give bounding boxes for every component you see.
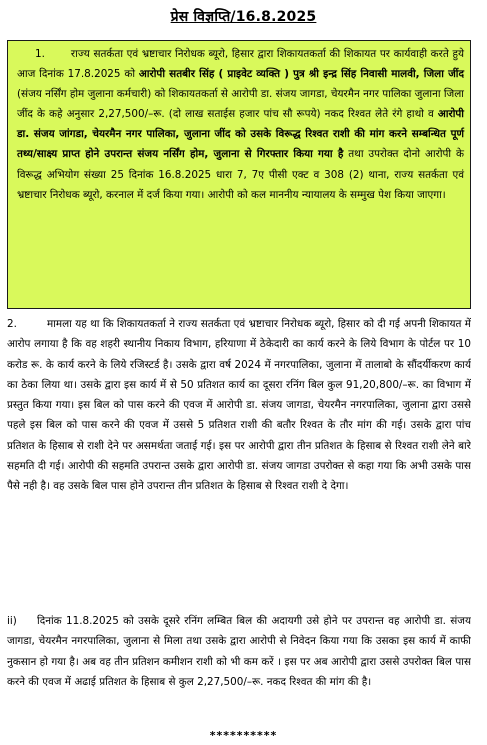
press-release-title: प्रेस विज्ञप्ति/16.8.2025 bbox=[170, 9, 317, 25]
paragraph-number: ii) bbox=[7, 615, 17, 627]
paragraph-number: 1. bbox=[35, 48, 45, 60]
paragraph-number: 2. bbox=[7, 318, 17, 330]
arrest-statement-bold: आरोपी डा. संजय जांगडा, चेयरमैन नगर पालिका, जुलाना जींद को उसके विरूद्ध रिश्वत राशी की मांग करने सम्बन्धित पूर्ण तथ्य/साक्ष्य प्राप्त होने उपरान्त संजय नर्सिंग होम, जुलाना से गिरफ्तार किया गया है bbox=[17, 108, 464, 161]
paragraph-text: राज्य सतर्कता एवं भ्रष्टाचार निरोधक ब्यूरो, हिसार द्वारा शिकायतकर्ता की शिकायत पर कार्यवाही करते हुये आज दिनांक 17.8.2025 को bbox=[17, 48, 464, 81]
accused-name-bold: आरोपी सतबीर सिंह ( प्राइवेट व्यक्ति ) पुत्र श्री इन्द्र सिंह निवासी मालवी, जिला जींद bbox=[138, 68, 464, 81]
paragraph-2 bbox=[7, 314, 471, 607]
paragraph-text: तथा उपरोक्त दोनो आरोपी के विरूद्ध अभियोग संख्या 25 दिनांक 16.8.2025 धारा 7, 7ए पीसी एक्ट व 308 (2) थाना, राज्य सतर्कता एवं भ्रष्टाचार निरोधक ब्यूरो, करनाल में दर्ज किया गया। आरोपी को कल माननीय न्यायालय के सम्मुख पेश किया जाएगा। bbox=[17, 148, 464, 201]
highlighted-paragraph-1 bbox=[7, 40, 471, 309]
paragraph-3 bbox=[7, 611, 471, 724]
paragraph-text: मामला यह था कि शिकायतकर्ता ने राज्य सतर्कता एवं भ्रष्टाचार निरोधक ब्यूरो, हिसार को दी गई अपनी शिकायत में आरोप लगाया है कि वह शहरी स्थानीय निकाय विभाग, हरियाणा में ठेकेदारी का कार्य करने के लिये विभाग के पोर्टल पर 10 करोड रू. के कार्य करने के लिये रजिस्टर्ड है। उसके द्वारा वर्ष 2024 में नगरपालिका, जुलाना में तालाबो के सौंदर्यीकरण कार्य का ठेका लिया था। उसके द्वारा इस कार्य में से 50 प्रतिशत कार्य का दूसरा रनिंग बिल कुल 91,20,800/–रू. का विभाग में प्रस्तुत किया गया। इस बिल को पास करने की एवज में आरोपी डा. संजय जागडा, चेयरमैन नगरपालिका, जुलाना द्वारा उससे पहले इस बिल को पास करने की एवज में उससे 5 प्रतिशत राशी की बतौर रिश्वत के तौर मांग की गई। उसके द्वारा पांच प्रतिशत के हिसाब से राशी देने पर असमर्थता जताई गई। इस पर आरोपी द्वारा तीन प्रतिशत के हिसाब से रिश्वत राशी लेने बारे सहमति दी गई। आरोपी की सहमति उपरान्त उसके द्वारा आरोपी डा. संजय जागडा उपरोक्त से कहा गया कि अभी उसके पास पैसे नही है। वह उसके बिल पास होने उपरान्त तीन प्रतिशत के हिसाब से रिश्वत राशी दे देगा। bbox=[7, 318, 471, 493]
footer-stars: ********** bbox=[209, 729, 278, 742]
paragraph-text: (संजय नर्सिंग होम जुलाना कर्मचारी) को शिकायतकर्ता से आरोपी डा. संजय जागडा, चेयरमैन नगर पालिका जुलाना जिला जींद के कहे अनुसार 2,27,500/–रू. (दो लाख सताईस हजार पांच सौ रूपये) नकद रिश्वत लेते रंगे हाथो व bbox=[17, 88, 464, 121]
paragraph-text: दिनांक 11.8.2025 को उसके दूसरे रनिंग लम्बित बिल की अदायगी उसे होने पर उपरान्त वह आरोपी डा. संजय जागडा, चेयरमैन नगरपालिका, जुलाना से मिला तथा उसके द्वारा आरोपी से निवेदन किया गया कि उसका इस कार्य में काफी नुकसान हो गया है। अब वह तीन प्रतिशन कमीशन राशी को भी कम करें । इस पर अब आरोपी द्वारा उससे उपरोक्त बिल पास करने की एवज में अढाई प्रतिशत के हिसाब से कुल 2,27,500/–रू. नकद रिश्वत की मांग की है। bbox=[7, 615, 471, 688]
